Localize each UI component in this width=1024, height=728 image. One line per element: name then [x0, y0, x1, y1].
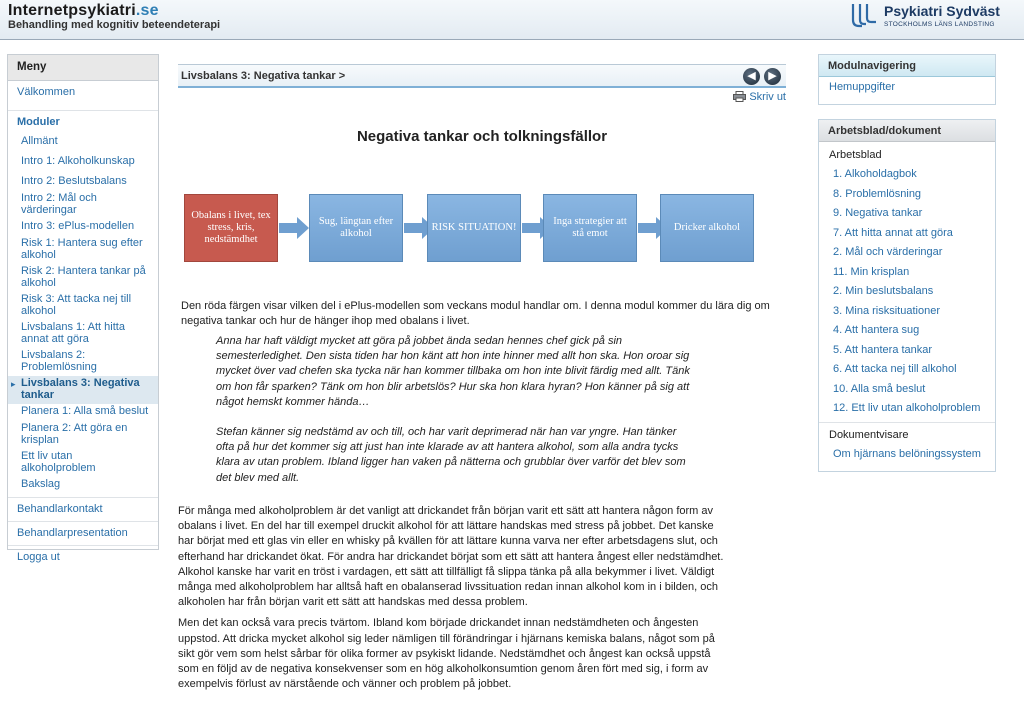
- breadcrumb-bar: [178, 64, 786, 88]
- modules-heading: Moduler: [17, 116, 60, 128]
- module-link[interactable]: Livsbalans 1: Att hitta annat att göra: [21, 321, 125, 345]
- module-link-active[interactable]: ▸ Livsbalans 3: Negativa tankar: [8, 376, 158, 404]
- module-link[interactable]: Ett liv utan alkoholproblem: [21, 450, 96, 474]
- flow-step-risk: RISK SITUATION!: [427, 194, 521, 262]
- eplus-model-diagram: [184, 194, 754, 262]
- module-navigation-title: Modulnavigering: [819, 55, 995, 77]
- body-text: [178, 504, 726, 692]
- module-link[interactable]: Planera 1: Alla små beslut: [21, 405, 149, 417]
- module-link[interactable]: Risk 3: Att tacka nej till alkohol: [21, 293, 132, 317]
- menu-welcome-row: [8, 81, 158, 110]
- worksheet-link[interactable]: 11. Min krisplan: [833, 265, 910, 278]
- flow-step-strategier: Inga strategier att stå emot: [543, 194, 637, 262]
- module-link[interactable]: Bakslag: [21, 478, 61, 490]
- worksheet-link[interactable]: 2. Min beslutsbalans: [833, 285, 934, 297]
- worksheet-link[interactable]: 1. Alkoholdagbok: [833, 168, 917, 180]
- menu-links-row: [8, 498, 158, 521]
- flow-step-sug: Sug, längtan efter alkohol: [309, 194, 403, 262]
- worksheet-link[interactable]: 5. Att hantera tankar: [833, 343, 933, 356]
- worksheet-link[interactable]: 8. Problemlösning: [833, 187, 922, 200]
- printer-icon: [733, 91, 746, 102]
- worksheet-link[interactable]: 6. Att tacka nej till alkohol: [833, 363, 957, 375]
- next-page-icon[interactable]: ▶: [764, 68, 781, 85]
- intro-text: Den röda färgen visar vilken del i ePlus-modellen som veckans modul handlar om. I denna modul kommer du lära dig om negativa tankar och hur de hänger ihop med obalans i livet.: [181, 300, 770, 327]
- worksheet-link[interactable]: 10. Alla små beslut: [833, 382, 926, 395]
- body-paragraph-1: För många med alkoholproblem är det vanligt att drickandet från början varit ett sätt att hantera någon form av obalans i livet. En del har till exempel druckit alkohol för att lättare handskas med stress på jobbet. Det kanske har börjat med ett glas vin eller en whisky på kvällen för att lättare kunna varva ner efter arbetsdagens slut, och efterhand har drickandet ökat. För andra har drickandet börjat som ett sätt att hantera ångest eller nedstämdhet. Alkohol kanske har varit en tröst i vardagen, ett sätt att tillfälligt få slippa tänka på alla bekymmer i livet. Väldigt många med alkoholproblem har alltså haft en obalanserad livssituation redan innan alkohol kom in i bilden, och alkoholen har från början varit ett sätt att handskas med dessa problem.: [178, 505, 724, 609]
- menu-title: Meny: [8, 55, 158, 81]
- module-link[interactable]: Intro 1: Alkoholkunskap: [21, 155, 135, 167]
- logo-mark-icon: [850, 2, 878, 28]
- logo-subtitle: STOCKHOLMS LÄNS LANDSTING: [884, 21, 995, 28]
- flow-arrow-icon: [279, 216, 309, 240]
- module-link[interactable]: Risk 1: Hantera sug efter alkohol: [21, 237, 143, 261]
- module-link[interactable]: Intro 2: Mål och värderingar: [21, 192, 97, 216]
- left-menu: [7, 54, 159, 563]
- menu-link-behandlarkontakt[interactable]: Behandlarkontakt: [17, 503, 103, 515]
- menu-link-behandlarpresentation[interactable]: Behandlarpresentation: [17, 527, 128, 539]
- documents-body: [819, 142, 995, 471]
- case-examples: [216, 334, 696, 486]
- menu-links-row: [8, 546, 158, 569]
- worksheet-link[interactable]: 3. Mina risksituationer: [833, 304, 940, 317]
- page-title: Negativa tankar och tolkningsfällor: [356, 128, 608, 145]
- organization-logo[interactable]: [850, 0, 1010, 36]
- documents-panel: [818, 119, 996, 472]
- module-navigation-body: [819, 77, 995, 104]
- worksheet-link[interactable]: 2. Mål och värderingar: [833, 246, 943, 258]
- print-label: Skriv ut: [749, 91, 786, 103]
- body-paragraph-2: Men det kan också vara precis tvärtom. Ibland kom började drickandet innan nedstämdheten och ångesten uppstod. Att dricka mycket alkohol sig leder nämligen till förändringar i hjärnans kemiska balans, något som på sikt gör vem som helst sårbar för olika former av psykiskt lidande. Nedstämdhet och ångest kan också uppstå som en följd av de negativa konsekvenser som en hög alkoholkonsumtion genom åren fört med sig, i form av exempelvis förlust av närstående och vänner och problem på jobbet.: [178, 617, 715, 691]
- hemuppgifter-link[interactable]: Hemuppgifter: [829, 81, 896, 93]
- flow-step-obalans: Obalans i livet, tex stress, kris, nedstämdhet: [184, 194, 278, 262]
- case-stefan: Stefan känner sig nedstämd av och till, och har varit deprimerad när han var yngre. Han tänker ofta på hur det kommer sig att just han inte klarade av att hantera alkohol, som alla andra tycks klara av utan problem. Ibland ligger han vaken på nätterna och grubblar över varför det blev som det blev med allt.: [216, 426, 686, 484]
- site-header: [0, 0, 1024, 40]
- print-link[interactable]: [733, 91, 786, 103]
- menu-link-valkommen[interactable]: Välkommen: [17, 86, 76, 98]
- documents-title: Arbetsblad/dokument: [819, 120, 995, 142]
- previous-page-icon[interactable]: ◀: [743, 68, 760, 85]
- worksheet-link[interactable]: 12. Ett liv utan alkoholproblem: [833, 402, 981, 414]
- module-link[interactable]: Intro 2: Beslutsbalans: [21, 175, 127, 187]
- case-anna: Anna har haft väldigt mycket att göra på jobbet ända sedan hennes chef gick på sin semesterledighet. Den sista tiden har hon känt att hon inte hinner med allt hon ska. Hon oroar sig mycket över vad chefen ska tycka när han kommer tillbaka om hon inte blivit färdig med allt. Tänk om hon får sparken? Tänk om hon blir arbetslös? Hur ska hon klara hyran? Hon känner på sig att något hemskt kommer hända…: [216, 335, 690, 408]
- worksheets-label: Arbetsblad: [829, 149, 882, 161]
- module-link[interactable]: Risk 2: Hantera tankar på alkohol: [21, 265, 146, 289]
- breadcrumb[interactable]: Livsbalans 3: Negativa tankar >: [181, 70, 346, 82]
- worksheet-link[interactable]: 7. Att hitta annat att göra: [833, 226, 953, 239]
- worksheet-link[interactable]: 4. Att hantera sug: [833, 324, 920, 336]
- flow-step-dricker: Dricker alkohol: [660, 194, 754, 262]
- module-link[interactable]: Planera 2: Att göra en krisplan: [21, 422, 128, 446]
- document-viewer-label: Dokumentvisare: [829, 428, 909, 441]
- site-tld: .se: [135, 2, 159, 19]
- modules-section: [8, 111, 158, 497]
- module-link[interactable]: Intro 3: ePlus-modellen: [21, 220, 135, 232]
- module-link[interactable]: Livsbalans 2: Problemlösning: [21, 349, 97, 373]
- module-navigation-panel: [818, 54, 996, 105]
- site-tagline: Behandling med kognitiv beteendeterapi: [8, 19, 221, 31]
- worksheet-link[interactable]: 9. Negativa tankar: [833, 207, 923, 219]
- right-sidebar: [818, 54, 996, 472]
- menu-links-row: [8, 522, 158, 545]
- module-link[interactable]: Allmänt: [21, 135, 58, 147]
- document-viewer-link[interactable]: Om hjärnans belöningssystem: [833, 447, 981, 460]
- menu-link-logga-ut[interactable]: Logga ut: [17, 551, 60, 563]
- site-name: Internetpsykiatri: [8, 2, 136, 19]
- logo-name: Psykiatri Sydväst: [884, 3, 1000, 19]
- site-title[interactable]: [8, 2, 159, 20]
